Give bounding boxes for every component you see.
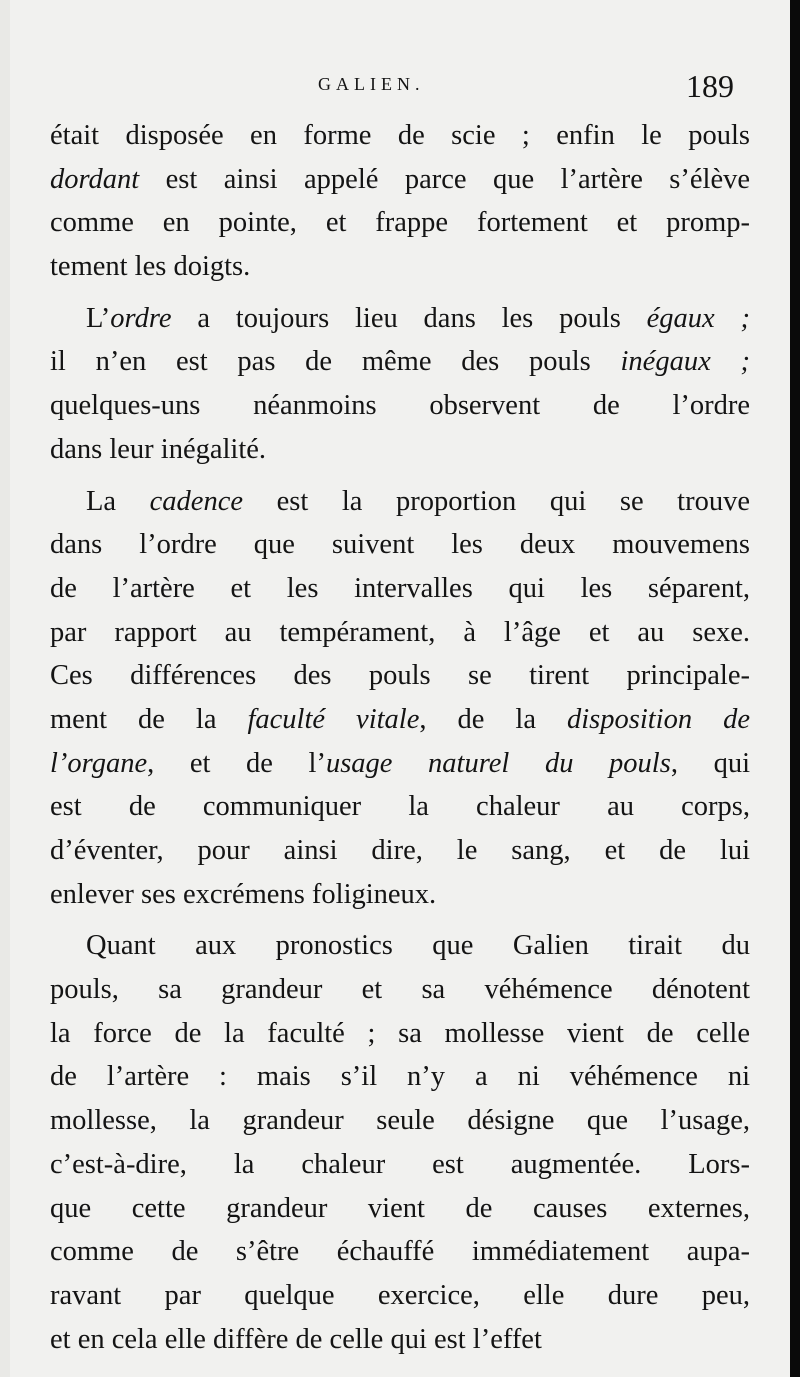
text-run: est de communiquer la chaleur au corps, xyxy=(50,791,750,823)
text-line xyxy=(50,114,750,158)
text-line xyxy=(50,698,750,742)
text-line xyxy=(50,829,750,873)
text-run: La xyxy=(86,485,150,517)
italic-text: ordre xyxy=(110,302,172,334)
text-line xyxy=(50,523,750,567)
text-line xyxy=(50,1143,750,1187)
text-line xyxy=(50,480,750,524)
text-line xyxy=(50,428,750,472)
italic-text: usage naturel du pouls xyxy=(325,747,671,779)
text-line xyxy=(50,1274,750,1318)
text-line xyxy=(50,340,750,384)
text-run: et en cela elle diffère de celle qui est l’effet xyxy=(50,1323,542,1355)
text-line xyxy=(50,1055,750,1099)
text-run: de l’artère : mais s’il n’y a ni véhémence ni xyxy=(50,1061,750,1093)
text-run: pouls, sa grandeur et sa véhémence dénotent xyxy=(50,974,750,1006)
text-run: comme en pointe, et frappe fortement et promp- xyxy=(50,207,750,239)
italic-text: cadence xyxy=(149,485,243,517)
text-run: Quant aux pronostics que Galien tirait du xyxy=(86,930,750,962)
text-line xyxy=(50,1012,750,1056)
text-run: est la proportion qui se trouve xyxy=(243,485,750,517)
text-run: ment de la xyxy=(50,703,248,735)
text-line xyxy=(50,384,750,428)
italic-text: dordant xyxy=(50,163,140,195)
text-run: il n’en est pas de même des pouls xyxy=(50,346,621,378)
book-page xyxy=(10,0,792,1377)
text-run: , et de l’ xyxy=(147,747,326,779)
text-run: enlever ses excrémens foligineux. xyxy=(50,878,437,910)
body-text xyxy=(50,114,750,1361)
text-run: tement les doigts. xyxy=(50,251,251,283)
text-line xyxy=(50,785,750,829)
text-run: de l’artère et les intervalles qui les séparent, xyxy=(50,572,750,604)
text-run: Ces différences des pouls se tirent principale- xyxy=(50,660,750,692)
text-run: est ainsi appelé parce que l’artère s’élève xyxy=(139,163,750,195)
italic-text: égaux ; xyxy=(646,302,750,334)
paragraph xyxy=(50,924,750,1361)
text-line xyxy=(50,201,750,245)
text-line xyxy=(50,567,750,611)
text-run: par rapport au tempérament, à l’âge et au sexe. xyxy=(50,616,750,648)
text-line xyxy=(50,968,750,1012)
italic-text: inégaux ; xyxy=(620,346,750,378)
italic-text: disposition de xyxy=(566,703,750,735)
text-line xyxy=(50,1230,750,1274)
text-line xyxy=(50,1187,750,1231)
text-run: dans l’ordre que suivent les deux mouvemens xyxy=(50,529,750,561)
text-line xyxy=(50,611,750,655)
page-edge-shadow xyxy=(790,0,800,1377)
text-run: , de la xyxy=(419,703,567,735)
paragraph xyxy=(50,297,750,472)
text-run: c’est-à-dire, la chaleur est augmentée. Lors- xyxy=(50,1148,750,1180)
text-run: mollesse, la grandeur seule désigne que l’usage, xyxy=(50,1105,750,1137)
text-line xyxy=(50,245,750,289)
text-line xyxy=(50,873,750,917)
running-head: GALIEN. xyxy=(318,74,425,94)
text-line xyxy=(50,158,750,202)
paragraph xyxy=(50,114,750,289)
text-run: la force de la faculté ; sa mollesse vient de celle xyxy=(50,1017,750,1049)
text-line xyxy=(50,1318,750,1362)
page-header xyxy=(10,68,792,108)
page-number: 189 xyxy=(686,68,734,104)
text-run: comme de s’être échauffé immédiatement aupa- xyxy=(50,1236,750,1268)
text-run: a toujours lieu dans les pouls xyxy=(171,302,647,334)
text-run: dans leur inégalité. xyxy=(50,433,267,465)
paragraph xyxy=(50,480,750,917)
text-run: que cette grandeur vient de causes externes, xyxy=(50,1192,750,1224)
text-line xyxy=(50,924,750,968)
text-run: quelques-uns néanmoins observent de l’ordre xyxy=(50,390,750,422)
text-run: L’ xyxy=(86,302,111,334)
text-line xyxy=(50,1099,750,1143)
text-run: , qui xyxy=(670,747,750,779)
text-line xyxy=(50,742,750,786)
italic-text: faculté vitale xyxy=(247,703,420,735)
text-line xyxy=(50,297,750,341)
text-run: ravant par quelque exercice, elle dure peu, xyxy=(50,1279,750,1311)
text-run: d’éventer, pour ainsi dire, le sang, et de lui xyxy=(50,835,750,866)
text-line xyxy=(50,654,750,698)
text-run: était disposée en forme de scie ; enfin le pouls xyxy=(50,120,750,151)
italic-text: l’organe xyxy=(50,747,148,779)
